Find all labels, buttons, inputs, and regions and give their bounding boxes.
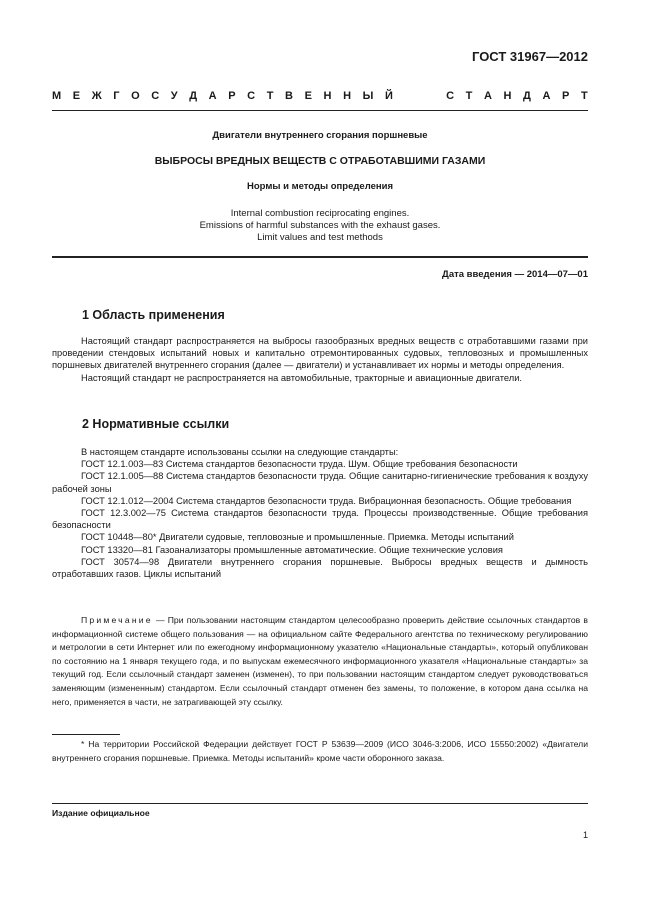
banner-letter: Н — [503, 90, 512, 102]
title-rule — [52, 256, 588, 258]
paragraph: Настоящий стандарт не распространяется на автомобильные, тракторные и авиационные двигатели. — [81, 372, 522, 383]
official-edition-label: Издание официальное — [52, 808, 150, 818]
reference-item: ГОСТ 12.3.002—75 Система стандартов безопасности труда. Процессы производственные. Общие требования безопасности — [52, 508, 588, 531]
banner-letter: С — [247, 90, 256, 102]
banner-letter: Е — [72, 90, 81, 102]
footnote-text: * На территории Российской Федерации действует ГОСТ Р 53639—2009 (ИСО 3046-3:2006, ИСО 15550:2002) «Двигатели внутреннего сгорания поршневые. Приемка. Методы испытаний» кроме части оборонного заказа. — [52, 739, 588, 763]
banner-letter: Р — [228, 90, 236, 102]
title-english-line: Emissions of harmful substances with the exhaust gases. — [199, 220, 441, 231]
banner-letter: Ж — [91, 90, 102, 102]
standard-code: ГОСТ 31967—2012 — [472, 49, 588, 64]
reference-item: ГОСТ 30574—98 Двигатели внутреннего сгорания поршневые. Выбросы вредных веществ и дымность отработавших газов. Циклы испытаний — [52, 556, 588, 580]
title-english-line: Limit values and test methods — [257, 232, 383, 243]
banner-letter: Н — [323, 90, 332, 102]
section-2-heading: 2 Нормативные ссылки — [82, 417, 230, 431]
note-label: Примечание — [81, 615, 153, 625]
paragraph: В настоящем стандарте использованы ссылки на следующие стандарты: — [81, 447, 399, 457]
note-block — [52, 614, 588, 709]
banner-letter: А — [483, 90, 492, 102]
paragraph: Настоящий стандарт распространяется на выбросы газообразных вредных веществ с отработавшими газами при проведении стендовых испытаний новых и капитально отремонтированных судовых, тепловозных и промышленных поршневых двигателей внутреннего сгорания (далее — двигатели) и устанавливает их нормы и методы определения. — [52, 336, 588, 371]
section-2-body — [52, 446, 588, 580]
title-english — [52, 208, 588, 244]
banner-letter: Д — [189, 90, 198, 102]
banner-letter: Т — [580, 90, 588, 102]
banner-letter: М — [52, 90, 62, 102]
banner-letter: О — [131, 90, 140, 102]
banner-letter: Д — [523, 90, 531, 102]
top-rule — [52, 110, 588, 111]
section-1-body — [52, 335, 588, 384]
title-english-line: Internal combustion reciprocating engines. — [230, 208, 410, 219]
bottom-rule — [52, 803, 588, 804]
banner-letter: В — [285, 90, 293, 102]
reference-item: ГОСТ 13320—81 Газоанализаторы промышленные автоматические. Общие технические условия — [81, 544, 503, 555]
banner-letter: Н — [343, 90, 352, 102]
section-1-heading: 1 Область применения — [82, 308, 225, 322]
note-text: — При пользовании настоящим стандартом целесообразно проверить действие ссылочных стандартов в информационной системе общего пользования — на официальном сайте Федерального агентства по техническому регулированию и метрологии в сети Интернет или по ежегодному информационному указателю «Национальные стандарты», который опубликован по состоянию на 1 января текущего года, и по выпускам ежемесячного информационного указателя «Национальные стандарты» за текущий год. Если ссылочный стандарт заменен (изменен), то при пользовании настоящим стандартом следует руководствоваться заменяющим (измененным) стандартом. Если ссылочный стандарт отменен без замены, то положение, в котором дана ссылка на него, применяется в части, не затрагивающей эту ссылку. — [52, 615, 588, 707]
reference-item: ГОСТ 12.1.005—88 Система стандартов безопасности труда. Общие санитарно-гигиенические требования к воздуху рабочей зоны — [52, 471, 588, 494]
banner-gap — [404, 90, 434, 102]
banner-letter: Ы — [362, 90, 374, 102]
footnote-rule — [52, 734, 120, 735]
banner-letter: А — [208, 90, 217, 102]
reference-item: ГОСТ 10448—80* Двигатели судовые, тепловозные и промышленные. Приемка. Методы испытаний — [81, 532, 514, 543]
banner-letter: Т — [266, 90, 274, 102]
banner-letter: У — [170, 90, 178, 102]
introduction-date: Дата введения — 2014—07—01 — [442, 269, 588, 280]
banner-letter: Й — [384, 90, 393, 102]
banner-letter: С — [446, 90, 455, 102]
interstate-standard-banner — [52, 90, 588, 102]
title-main: ВЫБРОСЫ ВРЕДНЫХ ВЕЩЕСТВ С ОТРАБОТАВШИМИ ГАЗАМИ — [154, 155, 486, 167]
reference-item: ГОСТ 12.1.003—83 Система стандартов безопасности труда. Шум. Общие требования безопасности — [81, 459, 518, 470]
reference-item: ГОСТ 12.1.012—2004 Система стандартов безопасности труда. Вибрационная безопасность. Общие требования — [81, 495, 572, 506]
title-group: Двигатели внутреннего сгорания поршневые — [212, 130, 428, 141]
banner-letter: А — [542, 90, 551, 102]
banner-letter: Е — [304, 90, 312, 102]
title-sub: Нормы и методы определения — [246, 181, 394, 192]
banner-letter: Р — [562, 90, 570, 102]
footnote — [52, 738, 588, 765]
banner-letter: Г — [113, 90, 120, 102]
banner-letter: С — [151, 90, 160, 102]
page-number: 1 — [582, 830, 588, 840]
banner-letter: Т — [465, 90, 473, 102]
